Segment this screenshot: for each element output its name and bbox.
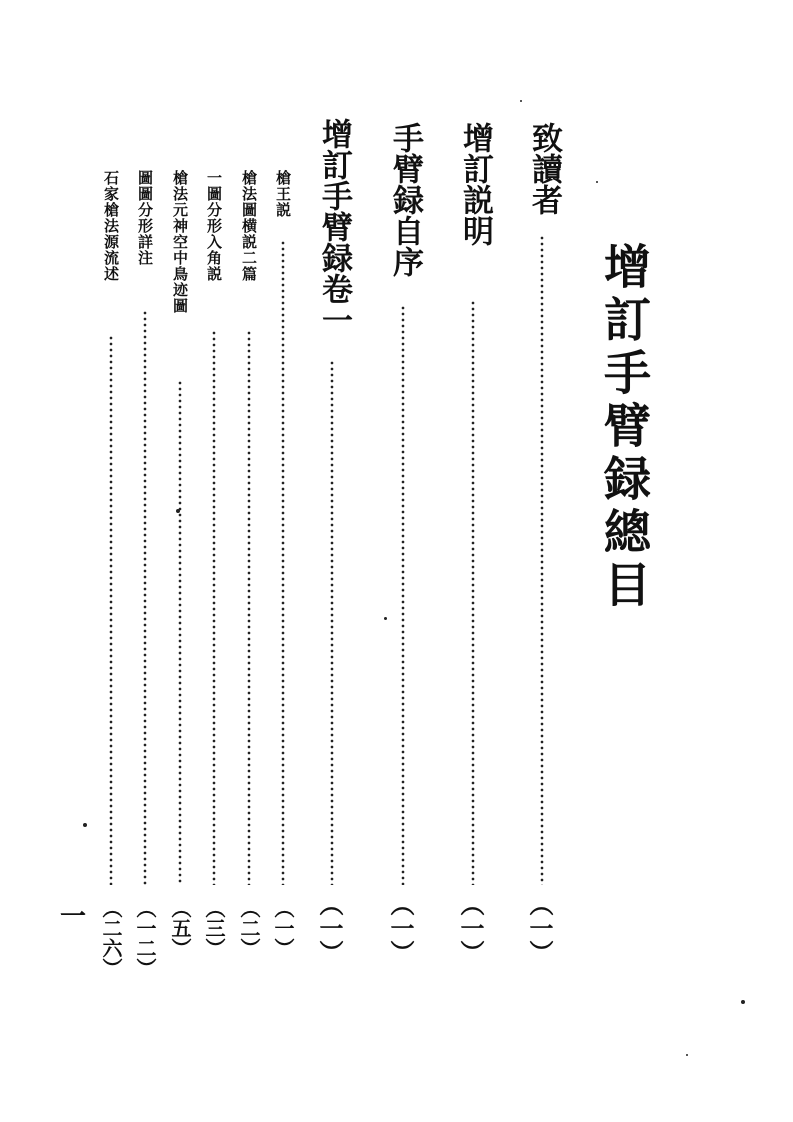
scan-speck (741, 1000, 745, 1004)
page-ref: ︵一︶ (315, 892, 344, 964)
page-ref: ︵一︶ (386, 892, 415, 964)
toc-label: 致讀者 (526, 122, 562, 215)
page-ref: ︵一︶ (271, 898, 295, 958)
page-ref: ︵五︶ (168, 898, 192, 958)
toc-label: 槍法圖横説二篇 (240, 170, 258, 282)
scan-speck (384, 617, 387, 620)
toc-label: 手臂録自序 (387, 122, 423, 277)
page-ref: ︵一︶ (456, 892, 485, 964)
toc-label: 一圖分形入角説 (205, 170, 223, 282)
page-ref: ︵二六︶ (99, 898, 123, 978)
toc-label: 石家槍法源流述 (102, 170, 120, 282)
toc-label: 槍王説 (274, 170, 292, 218)
folio-number: 一 (60, 902, 87, 932)
scan-speck (83, 823, 87, 827)
leader-dots (144, 310, 147, 885)
page-title: 增訂手臂録總目 (596, 242, 651, 613)
toc-label: 增訂手臂録卷一 (316, 118, 352, 335)
page-ref: ︵二︶ (237, 898, 261, 958)
leader-dots (213, 330, 216, 885)
scan-speck (520, 100, 522, 102)
leader-dots (248, 330, 251, 885)
scan-speck (176, 509, 180, 513)
leader-dots (331, 360, 334, 885)
page-ref: ︵三︶ (202, 898, 226, 958)
leader-dots (541, 235, 544, 885)
toc-label: 槍法元神空中鳥迹圖 (171, 170, 189, 314)
leader-dots (402, 305, 405, 885)
leader-dots (282, 240, 285, 885)
toc-label: 圖圖分形詳注 (136, 170, 154, 266)
scan-speck (596, 181, 598, 183)
leader-dots (110, 335, 113, 885)
leader-dots (472, 300, 475, 885)
page-ref: ︵一二︶ (133, 898, 157, 978)
scan-speck (686, 1054, 688, 1056)
page-ref: ︵一︶ (525, 892, 554, 964)
leader-dots (179, 380, 182, 885)
toc-label: 增訂説明 (457, 122, 493, 246)
